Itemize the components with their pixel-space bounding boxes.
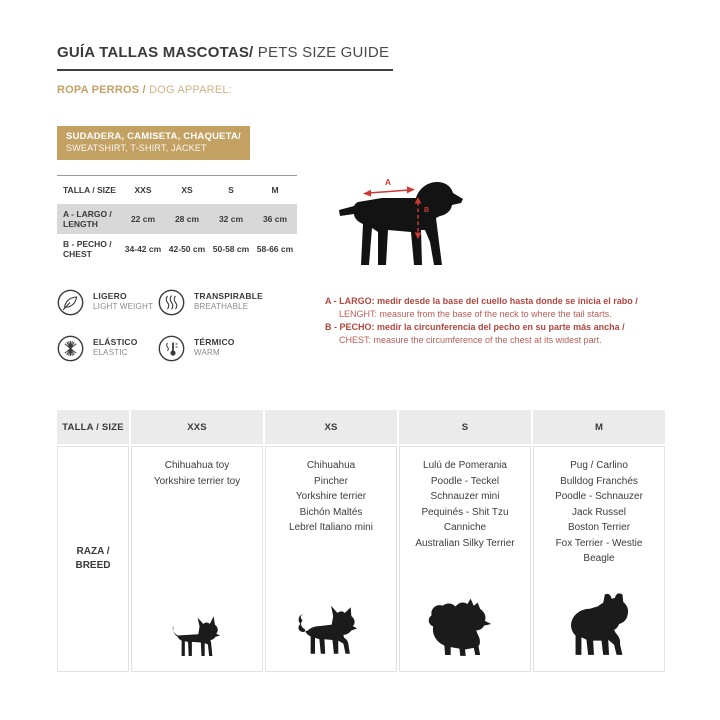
chest-xs: 42-50 cm — [168, 243, 206, 254]
french-bulldog-silhouette-icon — [557, 592, 641, 659]
size-col-m: M — [271, 184, 279, 195]
dog-measure-silhouette-icon — [336, 172, 468, 278]
breed-item: Yorkshire terrier toy — [153, 475, 241, 487]
feature-es: TÉRMICO — [194, 337, 235, 347]
feature-elastic — [57, 335, 158, 362]
breed-header-m: M — [533, 410, 665, 444]
breed-header-s: S — [399, 410, 531, 444]
feature-en: LIGHT WEIGHT — [93, 301, 154, 311]
page-title-es: GUÍA TALLAS MASCOTAS/ — [57, 44, 254, 61]
size-col-xs: XS — [181, 184, 193, 195]
feature-es: ELÁSTICO — [93, 337, 138, 347]
arrow-a-label: A — [384, 177, 392, 187]
pomeranian-silhouette-icon — [421, 597, 509, 659]
length-arrow-a — [363, 186, 415, 196]
breed-list — [415, 458, 514, 551]
breed-cell-xxs — [131, 446, 263, 672]
length-xxs: 22 cm — [130, 213, 156, 224]
breed-cell-xs — [265, 446, 397, 672]
feature-breathable — [158, 289, 307, 316]
chest-xxs: 34-42 cm — [124, 243, 162, 254]
breed-header-xs: XS — [265, 410, 397, 444]
feature-en: ELASTIC — [93, 347, 128, 357]
breed-item: Lebrel Italiano mini — [289, 522, 373, 533]
chihuahua-silhouette-icon — [165, 612, 229, 659]
chest-row — [57, 234, 297, 264]
chest-m: 58-66 cm — [256, 243, 294, 254]
long-haired-chihuahua-silhouette-icon — [291, 602, 371, 659]
breed-item: Australian Silky Terrier — [415, 537, 515, 549]
feature-en: BREATHABLE — [194, 301, 249, 311]
size-col-s: S — [228, 184, 234, 195]
length-s: 32 cm — [218, 213, 244, 224]
breed-item: Pincher — [314, 475, 348, 487]
breed-cell-s — [399, 446, 531, 672]
size-measurement-table — [57, 175, 297, 264]
page-title-en: PETS SIZE GUIDE — [253, 44, 390, 61]
breed-item: Canniche — [443, 522, 487, 533]
measurement-notes — [325, 295, 670, 347]
size-table-header-row — [57, 176, 297, 204]
page-title — [57, 44, 393, 71]
subtitle-en: DOG APPAREL: — [145, 84, 232, 96]
breathable-icon — [158, 289, 185, 316]
elastic-icon — [57, 335, 84, 362]
category-line-es: SUDADERA, CAMISETA, CHAQUETA/ — [66, 131, 241, 142]
thermometer-icon — [158, 335, 185, 362]
subtitle-es: ROPA PERROS / — [57, 84, 146, 96]
measurement-diagram — [336, 172, 468, 278]
note-b-es: B - PECHO: medir la circunferencia del pecho en su parte más ancha / — [325, 322, 625, 332]
arrow-b-label: B — [424, 207, 430, 214]
fabric-features — [57, 289, 307, 362]
breed-item: Fox Terrier - Westie — [555, 537, 643, 549]
breed-item: Bichón Maltés — [299, 506, 363, 518]
breed-item: Jack Russel — [572, 506, 626, 518]
category-line-en: SWEATSHIRT, T-SHIRT, JACKET — [66, 142, 207, 153]
length-m: 36 cm — [262, 213, 288, 224]
note-a-en: LENGHT: measure from the base of the neck to where the tail starts. — [339, 309, 612, 319]
breed-item: Bulldog Franchés — [560, 475, 638, 487]
breed-item: Yorkshire terrier — [295, 491, 367, 502]
length-row-label: A - LARGO / LENGTH — [63, 208, 112, 229]
breed-item: Poodle - Schnauzer — [555, 491, 643, 502]
breed-list — [154, 458, 240, 489]
breed-cell-m — [533, 446, 665, 672]
chest-row-label: B - PECHO / CHEST — [63, 238, 112, 259]
length-xs: 28 cm — [174, 213, 200, 224]
feature-es: LIGERO — [93, 291, 127, 301]
feature-en: WARM — [194, 347, 220, 357]
breed-item: Chihuahua — [306, 460, 356, 471]
length-row — [57, 204, 297, 234]
breed-item: Lulú de Pomerania — [423, 460, 507, 471]
breed-item: Boston Terrier — [567, 522, 631, 533]
breed-row-label-es: RAZA / — [76, 546, 110, 557]
garment-category-box — [57, 126, 250, 160]
breed-item: Pequinés - Shit Tzu — [421, 506, 509, 518]
breed-item: Pug / Carlino — [570, 460, 628, 471]
breed-row-label — [57, 446, 129, 672]
feature-warm — [158, 335, 307, 362]
feather-icon — [57, 289, 84, 316]
feature-es: TRANSPIRABLE — [194, 291, 263, 301]
chest-s: 50-58 cm — [212, 243, 250, 254]
size-table-corner: TALLA / SIZE — [63, 184, 116, 195]
note-a-es: A - LARGO: medir desde la base del cuello hasta donde se inicia el rabo / — [325, 296, 638, 306]
size-col-xxs: XXS — [134, 184, 152, 195]
feature-lightweight — [57, 289, 158, 316]
breed-size-table — [57, 410, 665, 672]
breed-item: Chihuahua toy — [164, 460, 230, 471]
breed-table-corner: TALLA / SIZE — [57, 410, 129, 444]
breed-header-xxs: XXS — [131, 410, 263, 444]
breed-row-label-en: BREED — [75, 560, 111, 571]
breed-item: Poodle - Teckel — [430, 475, 500, 487]
note-b-en: CHEST: measure the circumference of the chest at its widest part. — [339, 335, 602, 345]
section-subtitle — [57, 84, 232, 96]
breed-item: Beagle — [583, 553, 615, 564]
breed-item: Schnauzer mini — [430, 491, 500, 502]
breed-list — [555, 458, 643, 567]
breed-list — [289, 458, 373, 536]
